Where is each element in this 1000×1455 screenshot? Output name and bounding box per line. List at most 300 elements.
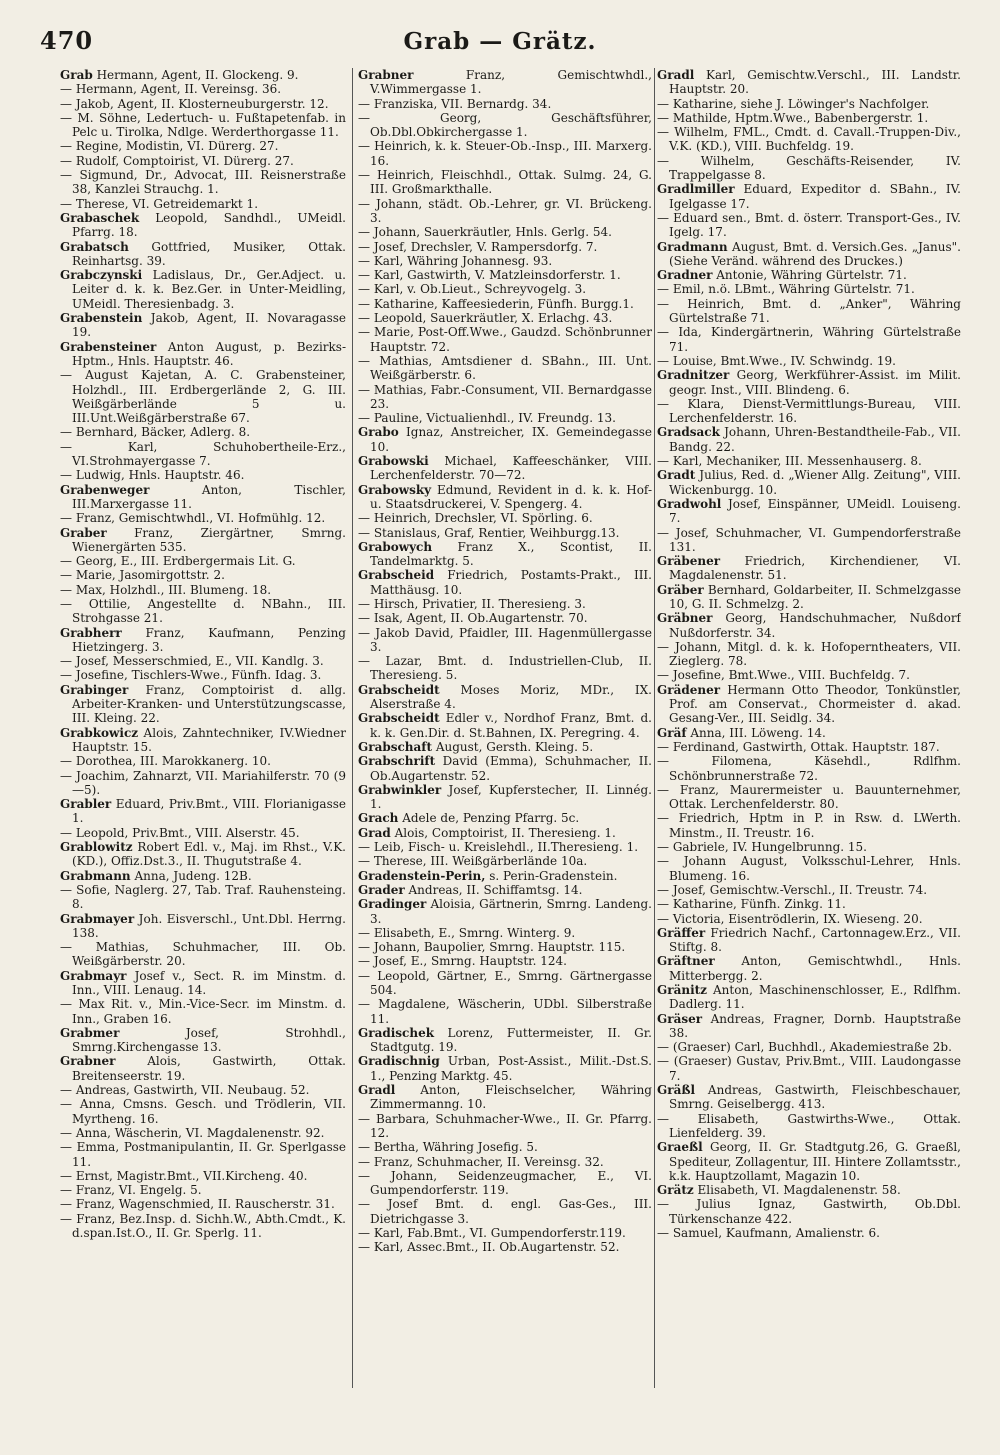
entry-surname: Grabmayr — [60, 968, 127, 983]
entry-details: — Isak, Agent, II. Ob.Augartenstr. 70. — [358, 611, 588, 626]
entry-details: — Emma, Postmanipulantin, II. Gr. Sperlgasse 11. — [60, 1140, 346, 1169]
directory-entry — [358, 68, 652, 97]
directory-entry — [60, 468, 346, 482]
entry-details: Aloisia, Gärtnerin, Smrng. Landeng. 3. — [370, 897, 652, 926]
entry-surname: Gradner — [657, 268, 713, 283]
entry-details: — Elisabeth, Gastwirths-Wwe., Ottak. Lienfelderg. 39. — [657, 1111, 961, 1140]
entry-details: — August Kajetan, A. C. Grabensteiner, Holzhdl., III. Erdbergerlände 2, G. III. Weißgärberlände 5 u. III.Unt.Weißgärberstraße 67. — [60, 368, 346, 426]
entry-details: Andreas, II. Schiffamtsg. 14. — [404, 882, 583, 897]
entry-surname: Gradnitzer — [657, 368, 730, 383]
directory-entry — [358, 111, 652, 140]
directory-entry — [60, 1026, 346, 1055]
entry-details: — Karl, Währing Johannesg. 93. — [358, 253, 553, 268]
directory-entry — [60, 311, 346, 340]
entry-details: — Johann, Seidenzeugmacher, E., VI. Gumpendorferstr. 119. — [358, 1168, 652, 1198]
directory-entry — [657, 611, 961, 640]
directory-entry — [657, 1012, 961, 1041]
entry-details: Robert Edl. v., Maj. im Rhst., V.K. (KD.), Offiz.Dst.3., II. Thugutstraße 4. — [72, 840, 346, 869]
entry-details: — Georg, Geschäftsführer, Ob.Dbl.Obkirchergasse 1. — [358, 110, 652, 140]
entry-surname: Grätz — [657, 1183, 694, 1198]
directory-entry — [60, 440, 346, 469]
directory-entry — [657, 1054, 961, 1083]
entry-details: — Therese, III. Weißgärberlände 10a. — [358, 854, 588, 869]
directory-entry — [657, 240, 961, 269]
directory-entry — [358, 654, 652, 683]
directory-entry — [657, 125, 961, 154]
entry-details: — Sofie, Naglerg. 27, Tab. Traf. Rauhensteing. 8. — [60, 882, 346, 912]
entry-details: Andreas, Gastwirth, Fleischbeschauer, Smrng. Geiselbergg. 413. — [669, 1083, 961, 1112]
entry-surname: Gräser — [657, 1011, 703, 1026]
directory-entry — [657, 211, 961, 240]
directory-entry — [657, 282, 961, 296]
directory-entry — [358, 826, 652, 840]
entry-details: — Regine, Modistin, VI. Dürerg. 27. — [60, 139, 279, 154]
entry-surname: Gradischek — [358, 1025, 435, 1040]
directory-entry — [358, 540, 652, 569]
column-divider — [352, 68, 353, 1388]
directory-entry — [657, 354, 961, 368]
directory-entry — [657, 497, 961, 526]
directory-entry — [60, 1140, 346, 1169]
entry-surname: Grabo — [358, 425, 399, 440]
entry-details: — Ludwig, Hnls. Hauptstr. 46. — [60, 468, 245, 483]
entry-details: Friedrich Nachf., Cartonnagew.Erz., VII. Stiftg. 8. — [669, 925, 961, 955]
entry-details: Moses Moriz, MDr., IX. Alserstraße 4. — [370, 682, 652, 712]
directory-entry — [358, 811, 652, 825]
directory-entry — [60, 197, 346, 211]
directory-entry — [358, 1054, 652, 1083]
entry-details: Josef, Kupferstecher, II. Linnég. 1. — [370, 782, 652, 812]
entry-details: — Johann, Mitgl. d. k. k. Hofoperntheaters, VII. Zieglerg. 78. — [657, 639, 961, 669]
directory-entry — [358, 325, 652, 354]
entry-details: — Friedrich, Hptm in P. in Rsw. d. LWerth. Minstm., II. Treustr. 16. — [657, 811, 961, 840]
directory-entry — [657, 683, 961, 726]
entry-details: — Heinrich, Bmt. d. „Anker", Währing Gürtelstraße 71. — [657, 296, 961, 326]
directory-entry — [657, 783, 961, 812]
directory-entry — [60, 969, 346, 998]
entry-details: — Johann, städt. Ob.-Lehrer, gr. VI. Brückeng. 3. — [358, 196, 652, 225]
entry-surname: Gräftner — [657, 954, 715, 969]
entry-details: — Mathias, Amtsdiener d. SBahn., III. Unt. Weißgärberstr. 6. — [358, 353, 652, 383]
directory-entry — [60, 211, 346, 240]
entry-surname: Grädener — [657, 682, 721, 697]
entry-surname: Grabinger — [60, 682, 129, 697]
entry-details: — Wilhelm, Geschäfts-Reisender, IV. Trappelgasse 8. — [657, 153, 961, 183]
directory-entry — [657, 668, 961, 682]
entry-details: — Elisabeth, E., Smrng. Winterg. 9. — [358, 925, 576, 940]
entry-details: — Hermann, Agent, II. Vereinsg. 36. — [60, 82, 282, 97]
directory-entry — [60, 826, 346, 840]
entry-details: — Stanislaus, Graf, Rentier, Weihburgg.13. — [358, 525, 620, 540]
entry-details: Ladislaus, Dr., Ger.Adject. u. Leiter d. k. k. Bez.Ger. in Unter-Meidling, UMeidl. Theresienbadg. 3. — [72, 268, 346, 311]
entry-surname: Gradmann — [657, 239, 728, 254]
directory-entry — [60, 82, 346, 96]
entry-details: Franz, Kaufmann, Penzing Hietzingerg. 3. — [72, 625, 346, 654]
directory-entry — [60, 1126, 346, 1140]
entry-surname: Grabscheidt — [358, 682, 440, 697]
entry-details: — Heinrich, k. k. Steuer-Ob.-Insp., III. Marxerg. 16. — [358, 139, 652, 168]
entry-details: — Filomena, Käsehdl., Rdlfhm. Schönbrunnerstraße 72. — [657, 754, 961, 783]
entry-surname: Grabschaft — [358, 739, 433, 754]
entry-details: Franz X., Scontist, II. Tandelmarktg. 5. — [370, 539, 652, 569]
entry-details: Julius, Red. d. „Wiener Allg. Zeitung", VIII. Wickenburgg. 10. — [669, 468, 961, 497]
entry-details: Eduard, Priv.Bmt., VIII. Florianigasse 1. — [72, 797, 346, 826]
entry-details: — Josef, E., Smrng. Hauptstr. 124. — [358, 954, 567, 969]
directory-entry — [657, 1112, 961, 1141]
directory-entry — [358, 311, 652, 325]
directory-entry — [657, 1140, 961, 1183]
directory-entry — [657, 1183, 961, 1197]
entry-surname: Gradwohl — [657, 496, 722, 511]
entry-details: — Victoria, Eisentrödlerin, IX. Wieseng. 20. — [657, 911, 923, 926]
entry-details: Josef v., Sect. R. im Minstm. d. Inn., VIII. Lenaug. 14. — [72, 968, 346, 997]
directory-entry — [657, 368, 961, 397]
entry-details: — Mathias, Fabr.-Consument, VII. Bernardgasse 23. — [358, 382, 652, 411]
directory-entry — [60, 1169, 346, 1183]
entry-surname: Gränitz — [657, 983, 707, 997]
directory-entry — [358, 611, 652, 625]
entry-details: Eduard, Expeditor d. SBahn., IV. Igelgasse 17. — [669, 182, 961, 211]
entry-details: — Gabriele, IV. Hungelbrunng. 15. — [657, 840, 867, 855]
directory-entry — [60, 583, 346, 597]
entry-surname: Grabherr — [60, 625, 122, 640]
directory-entry — [657, 1197, 961, 1226]
directory-entry — [657, 1040, 961, 1054]
entry-details: Antonie, Währing Gürtelstr. 71. — [712, 268, 907, 283]
directory-entry — [358, 597, 652, 611]
entry-details: — Ottilie, Angestellte d. NBahn., III. Strohgasse 21. — [60, 596, 346, 626]
directory-entry — [657, 425, 961, 454]
entry-surname: Gräber — [657, 582, 704, 597]
directory-entry — [60, 97, 346, 111]
entry-surname: Grabwinkler — [358, 782, 442, 797]
directory-entry — [358, 969, 652, 998]
directory-entry — [657, 111, 961, 125]
entry-details: — Therese, VI. Getreidemarkt 1. — [60, 196, 259, 211]
directory-entry — [358, 740, 652, 754]
directory-entry — [657, 1083, 961, 1112]
entry-surname: Grabmann — [60, 868, 131, 883]
entry-surname: Grabowych — [358, 539, 433, 554]
directory-entry — [657, 754, 961, 783]
entry-details: — Karl, Mechaniker, III. Messenhauserg. 8. — [657, 454, 922, 469]
entry-surname: Gradischnig — [358, 1054, 440, 1069]
entry-details: — Josef, Drechsler, V. Rampersdorfg. 7. — [358, 239, 598, 254]
directory-entry — [60, 683, 346, 726]
directory-entry — [358, 168, 652, 197]
directory-entry — [60, 668, 346, 682]
directory-entry — [60, 340, 346, 369]
entry-surname: Gräbener — [657, 554, 721, 569]
directory-entry — [358, 97, 652, 111]
entry-details: Leopold, Sandhdl., UMeidl. Pfarrg. 18. — [72, 210, 346, 240]
directory-entry — [358, 1026, 652, 1055]
directory-entry — [358, 926, 652, 940]
entry-details: Friedrich, Postamts-Prakt., III. Matthäusg. 10. — [370, 568, 652, 597]
entry-details: August, Gersth. Kleing. 5. — [432, 739, 594, 754]
entry-details: — Leopold, Sauerkräutler, X. Erlachg. 43. — [358, 311, 613, 326]
entry-details: — Ernst, Magistr.Bmt., VII.Kircheng. 40. — [60, 1168, 308, 1183]
directory-entry — [60, 1054, 346, 1083]
entry-details: — Mathias, Schuhmacher, III. Ob. Weißgärberstr. 20. — [60, 940, 346, 969]
directory-entry — [657, 954, 961, 983]
entry-details: — Anna, Wäscherin, VI. Magdalenenstr. 92. — [60, 1125, 325, 1140]
entry-details: Alois, Gastwirth, Ottak. Breitenseerstr. 19. — [72, 1054, 346, 1083]
directory-entry — [60, 840, 346, 869]
directory-entry — [60, 139, 346, 153]
entry-surname: Grabenweger — [60, 482, 150, 497]
entry-details: — Hirsch, Privatier, II. Theresieng. 3. — [358, 596, 586, 611]
entry-surname: Gradenstein-Perin, — [358, 868, 486, 883]
entry-surname: Grad — [358, 825, 391, 840]
directory-entry — [657, 912, 961, 926]
entry-details: — Josef, Schuhmacher, VI. Gumpendorferstraße 131. — [657, 525, 961, 554]
directory-entry — [60, 1083, 346, 1097]
entry-surname: Grabowsky — [358, 482, 432, 497]
directory-entry — [358, 282, 652, 296]
directory-entry — [358, 1197, 652, 1226]
entry-details: Georg, II. Gr. Stadtgutg.26, G. Graeßl, Spediteur, Zollagentur, III. Hintere Zollamtsstr., k.k. Hauptzollamt, Magazin 10. — [669, 1140, 961, 1183]
directory-entry — [358, 1226, 652, 1240]
directory-entry — [657, 740, 961, 754]
entry-details: Hermann, Agent, II. Glockeng. 9. — [92, 68, 299, 82]
entry-surname: Gradl — [657, 68, 695, 82]
directory-entry — [657, 182, 961, 211]
directory-entry — [358, 683, 652, 712]
entry-details: — Jakob David, Pfaidler, III. Hagenmüllergasse 3. — [358, 625, 652, 654]
entry-details: Hermann Otto Theodor, Tonkünstler, Prof. am Conservat., Chormeister d. akad. Gesang-Ver., III. Seidlg. 34. — [669, 682, 961, 726]
entry-surname: Gradt — [657, 468, 696, 483]
entry-details: — Karl, Schuhobertheile-Erz., VI.Strohmayergasse 7. — [60, 439, 346, 469]
directory-entry — [358, 626, 652, 655]
page-header — [40, 18, 960, 70]
directory-entry — [358, 1240, 652, 1254]
entry-details: — Sigmund, Dr., Advocat, III. Reisnerstraße 38, Kanzlei Strauchg. 1. — [60, 168, 346, 197]
entry-details: — Barbara, Schuhmacher-Wwe., II. Gr. Pfarrg. 12. — [358, 1111, 652, 1140]
directory-entry — [60, 568, 346, 582]
directory-entry — [60, 1097, 346, 1126]
entry-details: Jakob, Agent, II. Novaragasse 19. — [72, 311, 346, 340]
directory-entry — [358, 883, 652, 897]
directory-entry — [60, 68, 346, 82]
entry-details: — Franz, Gemischtwhdl., VI. Hofmühlg. 12. — [60, 511, 326, 526]
directory-entry — [60, 883, 346, 912]
directory-entry — [657, 526, 961, 555]
entry-details: — Eduard sen., Bmt. d. österr. Transport-Ges., IV. Igelg. 17. — [657, 210, 961, 240]
entry-details: — Rudolf, Comptoirist, VI. Dürerg. 27. — [60, 153, 294, 168]
directory-entry — [60, 754, 346, 768]
directory-entry — [657, 1226, 961, 1240]
directory-entry — [60, 997, 346, 1026]
entry-details: — Franz, Schuhmacher, II. Vereinsg. 32. — [358, 1154, 604, 1169]
entry-details: — Samuel, Kaufmann, Amalienstr. 6. — [657, 1226, 880, 1241]
directory-entry — [657, 840, 961, 854]
column-2 — [358, 68, 652, 1448]
entry-details: Johann, Uhren-Bestandtheile-Fab., VII. Bandg. 22. — [669, 425, 961, 454]
directory-entry — [657, 97, 961, 111]
entry-details: — Wilhelm, FML., Cmdt. d. Cavall.-Truppen-Div., V.K. (KD.), VIII. Buchfeldg. 19. — [657, 125, 961, 154]
directory-entry — [358, 754, 652, 783]
entry-details: — Lazar, Bmt. d. Industriellen-Club, II. Theresieng. 5. — [358, 654, 652, 683]
entry-details: — Karl, Gastwirth, V. Matzleinsdorferstr. 1. — [358, 268, 621, 283]
entry-details: — (Graeser) Gustav, Priv.Bmt., VIII. Laudongasse 7. — [657, 1054, 961, 1083]
entry-details: Alois, Comptoirist, II. Theresieng. 1. — [390, 825, 616, 840]
directory-entry — [60, 526, 346, 555]
entry-surname: Gradsack — [657, 425, 720, 440]
directory-entry — [657, 811, 961, 840]
directory-entry — [657, 854, 961, 883]
directory-entry — [358, 940, 652, 954]
entry-surname: Gradl — [358, 1083, 396, 1098]
entry-details: Friedrich, Kirchendiener, VI. Magdalenenstr. 51. — [669, 554, 961, 583]
directory-entry — [358, 383, 652, 412]
entry-surname: Grab — [60, 68, 93, 82]
entry-surname: Grabscheid — [358, 568, 435, 583]
entry-details: — Emil, n.ö. LBmt., Währing Gürtelstr. 71. — [657, 282, 915, 297]
entry-surname: Grabmer — [60, 1025, 120, 1040]
entry-details: Joh. Eisverschl., Unt.Dbl. Herrng. 138. — [72, 911, 346, 940]
directory-entry — [657, 583, 961, 612]
directory-entry — [60, 240, 346, 269]
directory-entry — [657, 154, 961, 183]
entry-details: Franz, Comptoirist d. allg. Arbeiter-Kranken- und Unterstützungscasse, III. Kleing. 22. — [72, 682, 346, 726]
entry-surname: Grabkowicz — [60, 725, 139, 740]
directory-entry — [60, 769, 346, 798]
entry-details: Edler v., Nordhof Franz, Bmt. d. k. k. Gen.Dir. d. St.Bahnen, IX. Peregring. 4. — [370, 711, 652, 740]
entry-details: — Julius Ignaz, Gastwirth, Ob.Dbl. Türkenschanze 422. — [657, 1197, 961, 1226]
entry-details: — Franz, Bez.Insp. d. Sichh.W., Abth.Cmdt., K. d.span.Ist.O., II. Gr. Sperlg. 11. — [60, 1211, 346, 1241]
entry-details: — Anna, Cmsns. Gesch. und Trödlerin, VII. Myrtheng. 16. — [60, 1097, 346, 1126]
entry-details: Anton, Maschinenschlosser, E., Rdlfhm. Dadlerg. 11. — [669, 983, 961, 1012]
entry-details: Adele de, Penzing Pfarrg. 5c. — [398, 811, 580, 826]
entry-details: — Karl, v. Ob.Lieut., Schreyvogelg. 3. — [358, 282, 587, 297]
directory-entry — [358, 197, 652, 226]
entry-details: Anton August, p. Bezirks-Hptm., Hnls. Hauptstr. 46. — [72, 339, 346, 368]
entry-details: — Katharine, Kaffeesiederin, Fünfh. Burgg.1. — [358, 296, 634, 311]
entry-surname: Gradinger — [358, 897, 427, 912]
directory-entry — [60, 797, 346, 826]
entry-surname: Grablowitz — [60, 840, 133, 855]
entry-surname: Grabner — [358, 68, 414, 82]
directory-entry — [358, 997, 652, 1026]
entry-details: — Joachim, Zahnarzt, VII. Mariahilferstr. 70 (9—5). — [60, 768, 346, 797]
entry-details: Georg, Handschuhmacher, Nußdorf Nußdorferstr. 34. — [669, 611, 961, 640]
entry-details: Urban, Post-Assist., Milit.-Dst.S. 1., Penzing Marktg. 45. — [370, 1054, 652, 1083]
directory-entry — [60, 654, 346, 668]
entry-details: — Georg, E., III. Erdbergermais Lit. G. — [60, 554, 296, 569]
column-3 — [657, 68, 961, 1448]
directory-entry — [657, 468, 961, 497]
entry-details: Karl, Gemischtw.Verschl., III. Landstr. Hauptstr. 20. — [669, 68, 961, 97]
entry-details: — Josef Bmt. d. engl. Gas-Ges., III. Dietrichgasse 3. — [358, 1197, 652, 1226]
directory-entry — [60, 597, 346, 626]
directory-entry — [60, 1212, 346, 1241]
entry-details: Anton, Gemischtwhdl., Hnls. Mitterbergg. 2. — [669, 954, 961, 983]
entry-details: — Josefine, Bmt.Wwe., VIII. Buchfeldg. 7. — [657, 668, 910, 683]
entry-details: Andreas, Fragner, Dornb. Hauptstraße 38. — [669, 1011, 961, 1040]
entry-details: — Heinrich, Drechsler, VI. Spörling. 6. — [358, 511, 593, 526]
directory-entry — [358, 854, 652, 868]
entry-surname: Grabmayer — [60, 911, 135, 926]
directory-entry — [358, 354, 652, 383]
entry-details: Anna, III. Löweng. 14. — [686, 725, 826, 740]
entry-surname: Grabschrift — [358, 754, 436, 769]
entry-details: Franz, Ziergärtner, Smrng. Wienergärten 535. — [72, 525, 346, 554]
entry-details: — Heinrich, Fleischhdl., Ottak. Sulmg. 24, G. III. Großmarkthalle. — [358, 168, 652, 197]
entry-details: — Klara, Dienst-Vermittlungs-Bureau, VIII. Lerchenfelderstr. 16. — [657, 396, 961, 426]
entry-details: Josef, Strohhdl., Smrng.Kirchengasse 13. — [72, 1025, 346, 1055]
entry-details: — Max Rit. v., Min.-Vice-Secr. im Minstm. d. Inn., Graben 16. — [60, 997, 346, 1026]
entry-details: — Karl, Assec.Bmt., II. Ob.Augartenstr. 52. — [358, 1240, 620, 1255]
entry-details: — Josefine, Tischlers-Wwe., Fünfh. Idag. 3. — [60, 668, 322, 683]
entry-surname: Grabaschek — [60, 210, 140, 225]
entry-surname: Grabczynski — [60, 268, 143, 283]
directory-entry — [358, 297, 652, 311]
entry-details: — Karl, Fab.Bmt., VI. Gumpendorferstr.119. — [358, 1226, 626, 1241]
directory-entry — [60, 168, 346, 197]
directory-entry — [358, 711, 652, 740]
entry-details: Anna, Judeng. 12B. — [130, 868, 252, 883]
entry-details: — Pauline, Victualienhdl., IV. Freundg. 13. — [358, 411, 616, 426]
entry-details: Josef, Einspänner, UMeidl. Louiseng. 7. — [669, 496, 961, 526]
entry-details: — Jakob, Agent, II. Klosterneuburgerstr. 12. — [60, 96, 329, 111]
entry-details: — Johann August, Volksschul-Lehrer, Hnls. Blumeng. 16. — [657, 854, 961, 883]
directory-entry — [358, 268, 652, 282]
directory-entry — [358, 454, 652, 483]
entry-surname: Grader — [358, 882, 405, 897]
directory-entry — [358, 425, 652, 454]
entry-details: Bernhard, Goldarbeiter, II. Schmelzgasse 10, G. II. Schmelzg. 2. — [669, 582, 961, 611]
running-head: Grab — Grätz. — [403, 28, 597, 55]
entry-details: Alois, Zahntechniker, IV.Wiedner Hauptstr. 15. — [72, 725, 346, 754]
column-1 — [60, 68, 346, 1448]
entry-surname: Grabensteiner — [60, 339, 157, 354]
entry-details: Lorenz, Futtermeister, II. Gr. Stadtgutg. 19. — [370, 1025, 652, 1055]
entry-details: — Leib, Fisch- u. Kreislehdl., II.Theresieng. 1. — [358, 840, 639, 855]
page-number: 470 — [40, 26, 94, 55]
entry-details: — Marie, Jasomirgottstr. 2. — [60, 568, 225, 583]
directory-entry — [60, 626, 346, 655]
entry-details: — M. Söhne, Ledertuch- u. Fußtapetenfab. in Pelc u. Tirolka, Ndlge. Werderthorgasse 11. — [60, 110, 346, 140]
entry-details: — Marie, Post-Off.Wwe., Gaudzd. Schönbrunner Hauptstr. 72. — [358, 325, 652, 354]
entry-details: — Franz, Wagenschmied, II. Rauscherstr. 31. — [60, 1197, 335, 1212]
entry-surname: Grabenstein — [60, 311, 143, 326]
entry-details: — Franziska, VII. Bernardg. 34. — [358, 96, 552, 111]
directory-entry — [60, 425, 346, 439]
entry-details: Georg, Werkführer-Assist. im Milit. geogr. Inst., VIII. Blindeng. 6. — [669, 368, 961, 397]
entry-details: Anton, Fleischselcher, Währing Zimmermanng. 10. — [370, 1083, 652, 1112]
directory-entry — [358, 411, 652, 425]
entry-details: — Max, Holzhdl., III. Blumeng. 18. — [60, 582, 272, 597]
entry-details: Franz, Gemischtwhdl., V.Wimmergasse 1. — [370, 68, 652, 97]
directory-entry — [358, 1140, 652, 1154]
entry-details: — Magdalene, Wäscherin, UDbl. Silberstraße 11. — [358, 997, 652, 1026]
directory-entry — [60, 368, 346, 425]
directory-entry — [657, 640, 961, 669]
directory-entry — [657, 926, 961, 955]
directory-entry — [657, 397, 961, 426]
directory-entry — [60, 154, 346, 168]
directory-entry — [358, 225, 652, 239]
entry-surname: Gräffer — [657, 925, 706, 940]
directory-entry — [60, 1197, 346, 1211]
entry-details: — Franz, Maurermeister u. Bauunternehmer, Ottak. Lerchenfelderstr. 80. — [657, 782, 961, 812]
entry-details: Elisabeth, VI. Magdalenenstr. 58. — [693, 1183, 901, 1198]
entry-surname: Gräßl — [657, 1083, 696, 1098]
entry-details: — Katharine, Fünfh. Zinkg. 11. — [657, 897, 846, 912]
directory-entry — [657, 554, 961, 583]
entry-details: — Leopold, Priv.Bmt., VIII. Alserstr. 45. — [60, 825, 300, 840]
